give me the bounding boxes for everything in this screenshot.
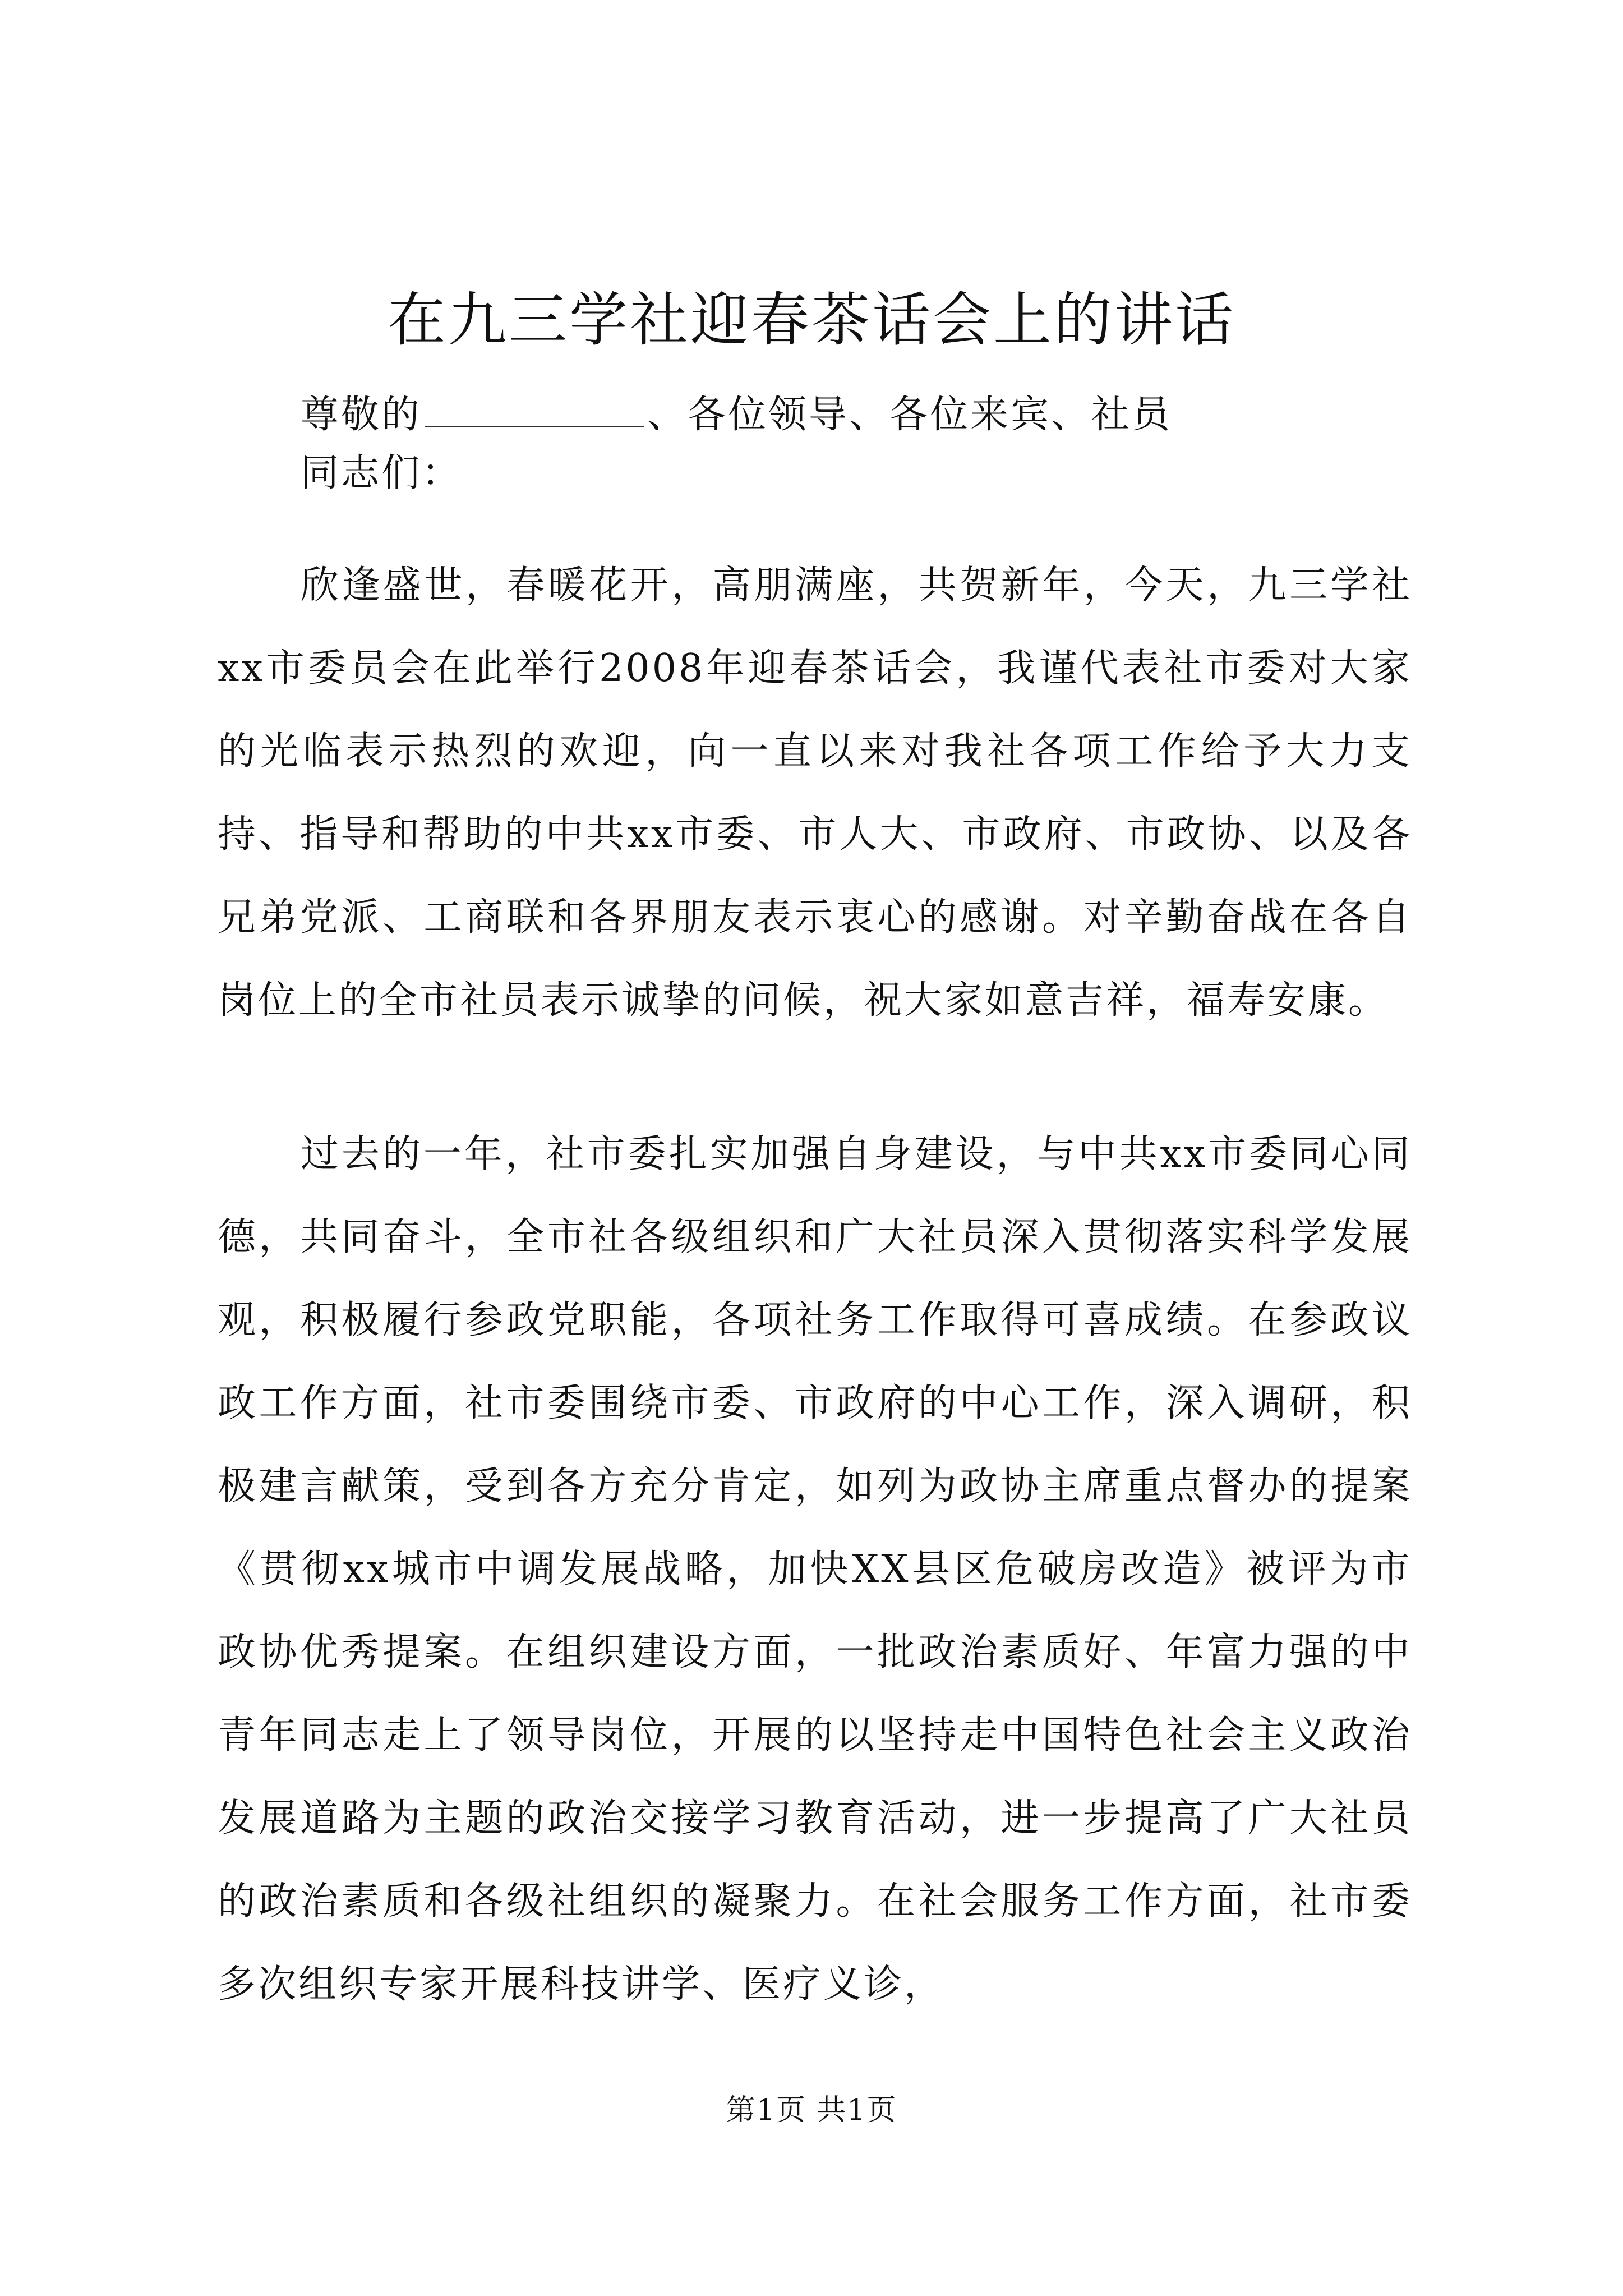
paragraph-2: 过去的一年，社市委扎实加强自身建设，与中共xx市委同心同德，共同奋斗，全市社各级组织和广大社员深入贯彻落实科学发展观，积极履行参政党职能，各项社务工作取得可喜成绩。在参政议政工作方面，社市委围绕市委、市政府的中心工作，深入调研，积极建言献策，受到各方充分肯定，如列为政协主席重点督办的提案《贯彻xx城市中调发展战略，加快XX县区危破房改造》被评为市政协优秀提案。在组织建设方面，一批政治素质好、年富力强的中青年同志走上了领导岗位，开展的以坚持走中国特色社会主义政治发展道路为主题的政治交接学习教育活动，进一步提高了广大社员的政治素质和各级社组织的凝聚力。在社会服务工作方面，社市委多次组织专家开展科技讲学、医疗义诊， [218, 1132, 1412, 2007]
name-blank-field [425, 392, 644, 427]
salutation-suffix: 、各位领导、各位来宾、社员 [647, 393, 1173, 437]
salutation-prefix: 尊敬的 [301, 393, 422, 437]
salutation-line-1 [218, 386, 1412, 444]
salutation [218, 386, 1412, 503]
page-footer: 第1页 共1页 [726, 2093, 897, 2127]
salutation-line-2: 同志们： [301, 451, 463, 495]
document-title: 在九三学社迎春茶话会上的讲话 [387, 286, 1235, 354]
paragraph-1: 欣逢盛世，春暖花开，高朋满座，共贺新年，今天，九三学社xx市委员会在此举行2008年迎春茶话会，我谨代表社市委对大家的光临表示热烈的欢迎，向一直以来对我社各项工作给予大力支持、指导和帮助的中共xx市委、市人大、市政府、市政协、以及各兄弟党派、工商联和各界朋友表示衷心的感谢。对辛勤奋战在各自岗位上的全市社员表示诚挚的问候，祝大家如意吉祥，福寿安康。 [218, 563, 1412, 1023]
